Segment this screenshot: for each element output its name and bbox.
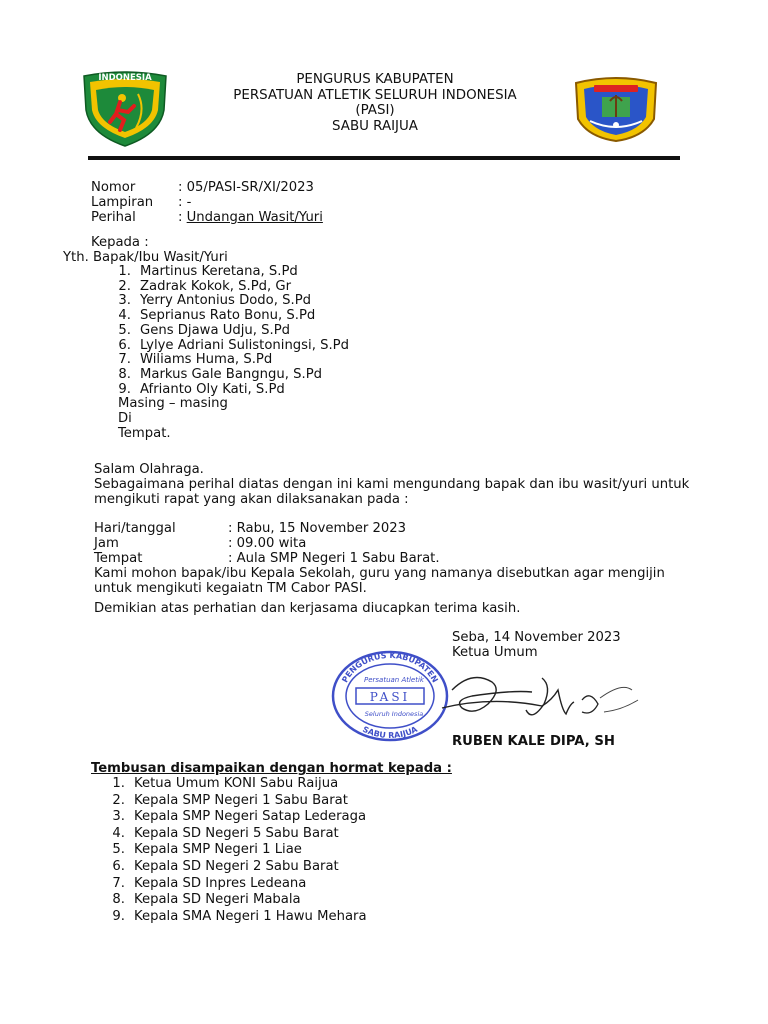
closing-line: Demikian atas perhatian dan kerjasama diucapkan terima kasih. [94,601,521,616]
cc-item [103,776,338,791]
cc-item [103,892,301,907]
letterhead-line1: PENGURUS KABUPATEN [296,72,454,87]
letterhead-line2: PERSATUAN ATLETIK SELURUH INDONESIA [233,87,517,103]
list-text: Gens Djawa Udju, S.Pd [140,322,291,338]
mohon-line-1: Kami mohon bapak/ibu Kepala Sekolah, guru yang namanya disebutkan agar mengijin [94,566,665,581]
cc-item [103,859,339,874]
list-number: 4. [118,308,131,324]
perihal-label: Perihal [91,210,136,225]
list-number: 1. [112,776,125,791]
lampiran-label: Lampiran [91,195,154,210]
list-number: 5. [118,322,131,338]
hari-value: : Rabu, 15 November 2023 [228,521,407,536]
list-text: Kepala SD Negeri Mabala [134,892,301,908]
list-text: Kepala SMA Negeri 1 Hawu Mehara [134,908,367,924]
svg-text:SABU RAIJUA: SABU RAIJUA [361,724,419,741]
list-number: 9. [118,381,131,397]
list-number: 8. [118,366,131,382]
invitee-item [109,293,311,308]
cc-item [103,826,339,841]
list-text: Kepala SMP Negeri 1 Liae [134,842,302,858]
tempat-value: : Aula SMP Negeri 1 Sabu Barat. [228,551,440,566]
kepada-label: Kepada : [91,235,149,250]
list-text: Kepala SD Inpres Ledeana [134,875,307,891]
invitee-item [109,323,290,338]
invitee-item [109,352,272,367]
handwritten-signature [432,660,642,740]
list-text: Markus Gale Bangngu, S.Pd [140,366,323,382]
list-number: 7. [118,352,131,368]
invitee-item [109,279,291,294]
list-text: Kepala SD Negeri 2 Sabu Barat [134,859,339,874]
list-number: 3. [112,809,125,825]
list-number: 2. [112,792,125,808]
invitee-item [109,338,349,353]
cc-title: Tembusan disampaikan dengan hormat kepada : [91,761,452,776]
tempat-line: Tempat. [118,426,171,441]
sabu-raijua-regency-emblem [572,73,660,143]
hari-label: Hari/tanggal [94,521,176,536]
invitee-item [109,264,298,279]
salam-line: Salam Olahraga. [94,462,204,477]
nomor-value: : 05/PASI-SR/XI/2023 [178,180,314,195]
intro-line-2: mengikuti rapat yang akan dilaksanakan pada : [94,492,409,507]
list-number: 3. [118,293,131,309]
intro-line-1: Sebagaimana perihal diatas dengan ini kami mengundang bapak dan ibu wasit/yuri untuk [94,477,690,492]
yth-line: Yth. Bapak/Ibu Wasit/Yuri [63,250,228,265]
list-text: Zadrak Kokok, S.Pd, Gr [140,278,292,294]
header-divider [88,156,680,160]
jam-label: Jam [94,536,119,551]
perihal-subject: Undangan Wasit/Yuri [186,210,323,225]
perihal-value [178,210,323,225]
invitee-item [109,382,285,397]
pasi-indonesia-logo [80,70,170,148]
list-number: 1. [118,264,131,279]
nomor-label: Nomor [91,180,136,195]
list-text: Wiliams Huma, S.Pd [140,352,273,368]
list-text: Seprianus Rato Bonu, S.Pd [140,308,316,324]
signer-role: Ketua Umum [452,645,538,660]
tempat-label: Tempat [94,551,143,566]
cc-item [103,909,367,924]
cc-item [103,793,348,808]
masing-line: Masing – masing [118,396,228,411]
jam-value: : 09.00 wita [228,536,307,551]
list-text: Afrianto Oly Kati, S.Pd [140,381,285,397]
svg-text:INDONESIA: INDONESIA [98,73,152,83]
list-number: 4. [112,825,125,841]
list-number: 9. [112,908,125,924]
letterhead-title [190,72,560,134]
lampiran-value: : - [178,195,192,210]
list-text: Ketua Umum KONI Sabu Raijua [134,776,339,791]
list-text: Kepala SD Negeri 5 Sabu Barat [134,825,339,841]
list-number: 7. [112,875,125,891]
list-text: Martinus Keretana, S.Pd [140,264,298,279]
svg-text:Persatuan Atletik: Persatuan Atletik [363,676,425,684]
letterhead-line4: SABU RAIJUA [332,118,418,134]
mohon-line-2: untuk mengikuti kegaiatn TM Cabor PASI. [94,581,367,596]
signer-name: RUBEN KALE DIPA, SH [452,734,615,749]
letterhead-line3: (PASI) [355,103,395,118]
invitee-item [109,308,315,323]
di-line: Di [118,411,132,426]
place-date: Seba, 14 November 2023 [452,630,621,645]
svg-text:Seluruh Indonesia: Seluruh Indonesia [364,710,424,718]
invitee-item [109,367,322,382]
list-text: Kepala SMP Negeri 1 Sabu Barat [134,792,348,808]
list-number: 6. [112,859,125,874]
list-number: 6. [118,337,131,353]
list-number: 2. [118,278,131,294]
list-number: 8. [112,892,125,908]
list-text: Lylye Adriani Sulistoningsi, S.Pd [140,337,349,353]
cc-item [103,809,366,824]
svg-text:PASI: PASI [369,690,411,704]
list-number: 5. [112,842,125,858]
cc-item [103,876,306,891]
list-text: Yerry Antonius Dodo, S.Pd [140,293,312,309]
svg-text:PENGURUS KABUPATEN: PENGURUS KABUPATEN [340,650,440,685]
cc-item [103,842,302,857]
list-text: Kepala SMP Negeri Satap Lederaga [134,809,367,825]
perihal-colon: : [178,210,183,225]
